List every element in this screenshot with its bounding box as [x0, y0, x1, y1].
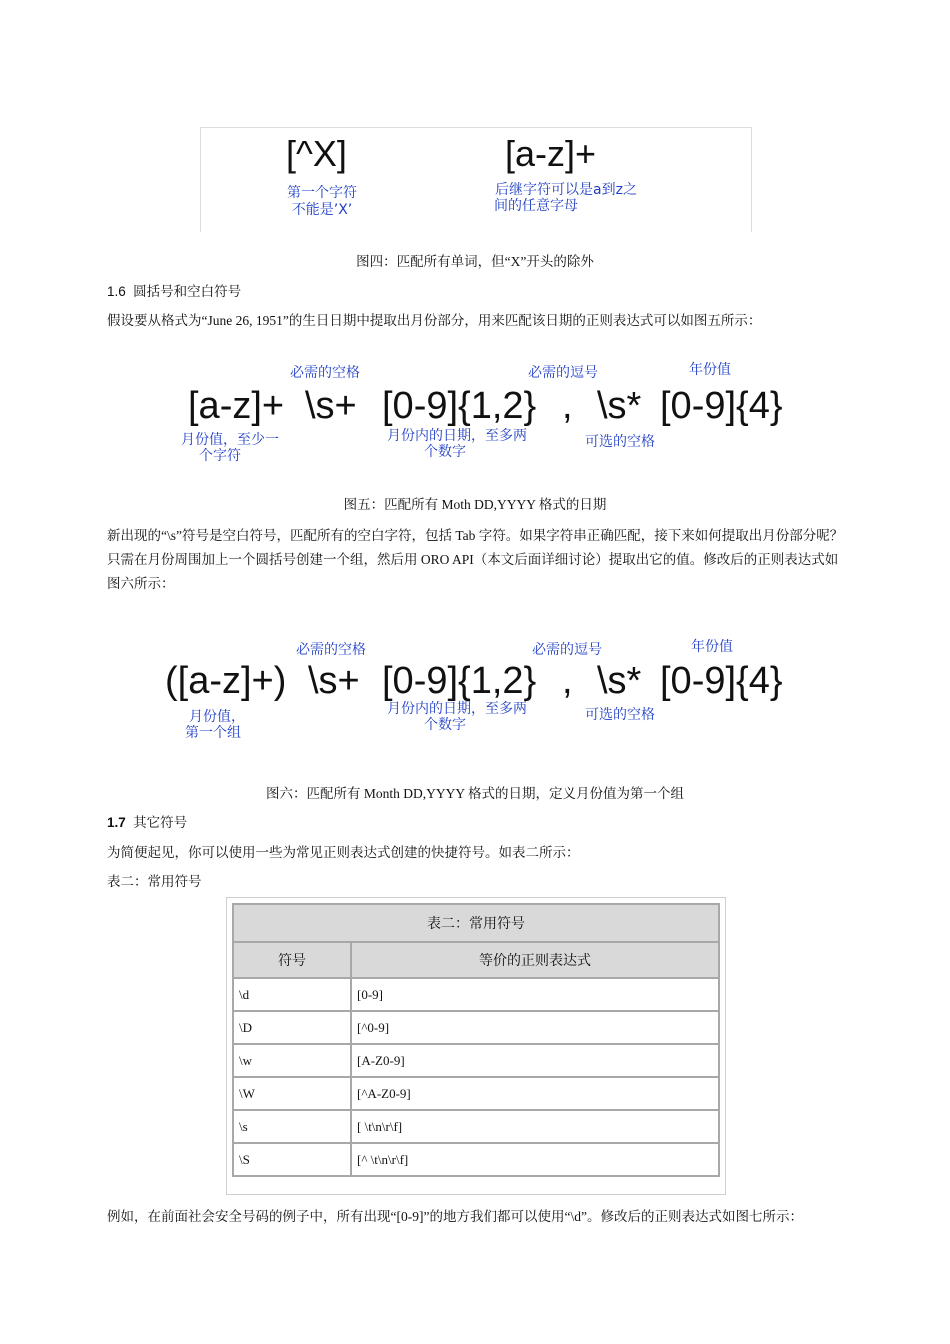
- table-row: [233, 1044, 719, 1077]
- figure-5-expr-space: \s+: [305, 385, 357, 427]
- figure-5-expr-comma: ,: [562, 385, 573, 427]
- symbols-table: [232, 903, 720, 1177]
- figure-4-expr-left: [^X]: [286, 133, 347, 174]
- figure-5-expr-month: [a-z]+: [188, 385, 285, 427]
- figure-5-note-day-1: 月份内的日期，至多两: [387, 428, 527, 444]
- table-row: [233, 978, 719, 1011]
- figure-6-note-required-space: 必需的空格: [296, 642, 366, 658]
- figure-4-note-right-2: 间的任意字母: [494, 198, 578, 214]
- section-number: 1.7: [107, 815, 126, 830]
- table-row: [233, 1011, 719, 1044]
- cell-equivalent: [^0-9]: [351, 1011, 719, 1044]
- figure-5-note-year: 年份值: [689, 362, 731, 378]
- figure-6-note-required-comma: 必需的逗号: [532, 642, 602, 658]
- figure-5-note-optional-space: 可选的空格: [585, 434, 655, 450]
- section-title: 圆括号和空白符号: [133, 284, 242, 299]
- cell-equivalent: [0-9]: [351, 978, 719, 1011]
- section-1-7-heading: [107, 813, 187, 833]
- cell-equivalent: [^A-Z0-9]: [351, 1077, 719, 1110]
- figure-6-expr-year: [0-9]{4}: [660, 660, 783, 702]
- figure-6-note-month-2: 第一个组: [185, 725, 241, 741]
- figure-5-note-month-2: 个字符: [199, 448, 241, 464]
- cell-symbol: \d: [233, 978, 351, 1011]
- section-number: 1.6: [107, 284, 126, 299]
- figure-6: [160, 632, 800, 752]
- table-row: [233, 1077, 719, 1110]
- figure-6-caption: 图六：匹配所有 Month DD,YYYY 格式的日期，定义月份值为第一个组: [266, 786, 684, 801]
- cell-symbol: \w: [233, 1044, 351, 1077]
- figure-4-note-left-2: 不能是’X’: [291, 202, 353, 218]
- figure-5-caption: 图五：匹配所有 Moth DD,YYYY 格式的日期: [343, 497, 607, 512]
- cell-equivalent: [^ \t\n\r\f]: [351, 1143, 719, 1176]
- figure-5: [160, 355, 800, 475]
- figure-6-note-day-1: 月份内的日期，至多两: [387, 701, 527, 717]
- table-title: 表二：常用符号: [233, 904, 719, 942]
- section-title: 其它符号: [133, 815, 188, 830]
- figure-4-note-left-1: 第一个字符: [287, 185, 357, 201]
- paragraph-2: 新出现的“\s”符号是空白符号，匹配所有的空白字符，包括 Tab 字符。如果字符串正确匹配，接下来如何提取出月份部分呢？只需在月份周围加上一个圆括号创建一个组，然后用 ORO API（本文后面详细讨论）提取出它的值。修改后的正则表达式如图六所示：: [107, 528, 844, 591]
- cell-symbol: \W: [233, 1077, 351, 1110]
- figure-4-caption: 图四：匹配所有单词，但“X”开头的除外: [356, 254, 594, 269]
- header-symbol: 符号: [233, 942, 351, 978]
- figure-4-note-right-1: 后继字符可以是a到z之: [495, 182, 637, 198]
- paragraph-1: 假设要从格式为“June 26, 1951”的生日日期中提取出月份部分，用来匹配该日期的正则表达式可以如图五所示：: [107, 313, 762, 328]
- figure-5-note-day-2: 个数字: [424, 444, 466, 460]
- paragraph-3: 为简便起见，你可以使用一些为常见正则表达式创建的快捷符号。如表二所示：: [107, 845, 580, 860]
- figure-5-expr-optional-space: \s*: [597, 385, 642, 427]
- header-equivalent: 等价的正则表达式: [351, 942, 719, 978]
- paragraph-4: 例如，在前面社会安全号码的例子中，所有出现“[0-9]”的地方我们都可以使用“\d”。修改后的正则表达式如图七所示：: [107, 1209, 803, 1224]
- section-1-6-heading: [107, 282, 241, 302]
- cell-symbol: \D: [233, 1011, 351, 1044]
- figure-6-expr-space: \s+: [308, 660, 360, 702]
- cell-symbol: \S: [233, 1143, 351, 1176]
- figure-6-note-month-1: 月份值，: [189, 709, 245, 725]
- figure-6-expr-comma: ,: [562, 660, 573, 702]
- table-label: 表二：常用符号: [107, 874, 202, 889]
- table-title-row: [233, 904, 719, 942]
- table-row: [233, 1143, 719, 1176]
- figure-5-expr-year: [0-9]{4}: [660, 385, 783, 427]
- figure-4: [200, 127, 752, 232]
- figure-4-expr-right: [a-z]+: [505, 133, 597, 174]
- cell-equivalent: [ \t\n\r\f]: [351, 1110, 719, 1143]
- cell-symbol: \s: [233, 1110, 351, 1143]
- figure-6-expr-day: [0-9]{1,2}: [382, 660, 537, 702]
- figure-6-note-day-2: 个数字: [424, 717, 466, 733]
- figure-6-note-optional-space: 可选的空格: [585, 707, 655, 723]
- table-header-row: [233, 942, 719, 978]
- figure-6-expr-month-group: ([a-z]+): [165, 660, 287, 702]
- figure-5-note-month-1: 月份值，至少一: [181, 432, 279, 448]
- figure-5-note-required-comma: 必需的逗号: [528, 365, 598, 381]
- figure-6-note-year: 年份值: [691, 639, 733, 655]
- figure-6-expr-optional-space: \s*: [597, 660, 642, 702]
- table-row: [233, 1110, 719, 1143]
- cell-equivalent: [A-Z0-9]: [351, 1044, 719, 1077]
- figure-5-expr-day: [0-9]{1,2}: [382, 385, 537, 427]
- figure-5-note-required-space: 必需的空格: [290, 365, 360, 381]
